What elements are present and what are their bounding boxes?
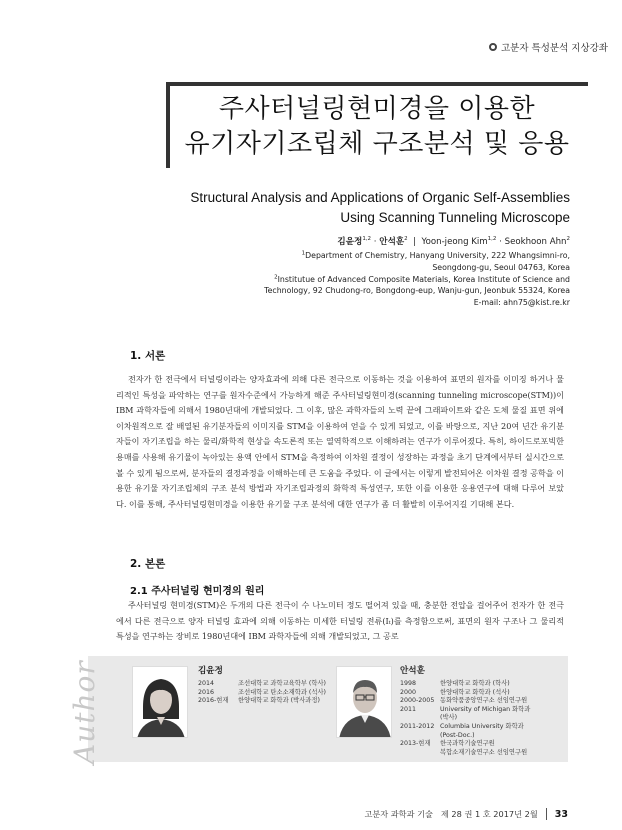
intro-heading: 1. 서론 <box>130 350 166 362</box>
affiliation-2-line-1: $^2$Institutue of Advanced Composite Materials, Korea Institute of Science and <box>274 274 570 284</box>
author-2-sup: 2 <box>404 236 408 243</box>
affiliation-1-line-2: Seongdong-gu, Seoul 04763, Korea <box>432 262 570 272</box>
author-1-cv <box>198 680 336 706</box>
affiliation-1-line-1: $^1$Department of Chemistry, Hanyang University, 222 Whangsimni-ro, <box>301 250 570 260</box>
series-header <box>489 40 608 54</box>
footer-divider <box>546 808 547 820</box>
cv-row: 복합소재기술연구소 선임연구원 <box>440 748 528 756</box>
author-2-korean: 안석훈 <box>379 237 405 247</box>
author-2-photo <box>336 666 392 738</box>
author-line <box>150 236 570 249</box>
author-separator: · <box>371 237 380 247</box>
circle-bullet-icon <box>489 43 497 51</box>
author-1-en-sup: 1,2 <box>487 236 497 243</box>
cv-row: 2014 조선대학교 과학교육학부 (학사) <box>198 680 326 687</box>
author-2-en-sup: 2 <box>566 236 570 243</box>
korean-title <box>170 92 584 162</box>
author-2-name: 안석훈 <box>400 666 425 676</box>
cv-row: 2016-현재 한양대학교 화학과 (박사과정) <box>198 697 320 705</box>
cv-row: (박사) <box>440 714 458 722</box>
page-number: 33 <box>554 808 568 820</box>
english-title-line-2: Using Scanning Tunneling Microscope <box>340 210 570 225</box>
cv-row: (Post-Doc.) <box>440 731 475 739</box>
cv-row: 1998 한양대학교 화학과 (학사) <box>400 680 510 687</box>
issue-info: 제 28 권 1 호 2017년 2월 <box>440 808 538 819</box>
body-heading: 2. 본론 <box>130 558 166 570</box>
affiliation-2-line-2: Technology, 92 Chudong-ro, Bongdong-eup, Wanju-gun, Jeonbuk 55324, Korea <box>264 286 570 296</box>
author-1-name: 김윤정 <box>198 666 223 676</box>
korean-title-line-1: 주사터널링현미경을 이용한 <box>218 94 536 124</box>
english-title-line-1: Structural Analysis and Applications of Organic Self-Assemblies <box>190 190 570 205</box>
author-2-cv <box>400 680 560 757</box>
cv-row: 2013-현재 한국과학기술연구원 <box>400 740 495 748</box>
subsection-heading: 2.1 주사터널링 현미경의 원리 <box>130 586 265 597</box>
series-label: 고분자 특성분석 지상강좌 <box>501 43 608 54</box>
journal-name: 고분자 과학과 기술 <box>364 808 433 819</box>
intro-paragraph: 전자가 한 전극에서 터널링이라는 양자효과에 의해 다른 전극으로 이동하는 것을 이용하여 표면의 원자를 이미징 하거나 물리적인 특성을 파악하는 연구를 원자수준에서 가능하게 해준 주사터널링현미경(scanning tunneling microscope(STM))이 IBM 과학자들에 의해서 1980년대에 개발되었다. 그 이후, 많은 과학자들의 노력 끝에 그래파이트와 같은 도체 물질 표면 위에 이차원적으로 잘 배열된 유기분자들의 이미지를 STM을 이용하여 얻을 수 있게 되었고, 이를 바탕으로, 지난 20여 년간 유기분자들이 자기조립을 하는 물리/화학적 현상을 속도론적 또는 열역학적으로 이해하려는 연구가 이루어졌다. 특히, 하이드로포빅한 용매를 사용해 유기물이 녹아있는 용액 안에서 STM을 측정하여 이차원 결정이 성장하는 과정을 초기 단계에서부터 실시간으로 볼 수 있게 됨으로써, 분자들의 결정과정을 이해하는데 큰 도움을 주었다. 이 글에서는 이렇게 발전되어온 이차원 결정 공학을 이용한 유기물 자기조립체의 구조 분석 방법과 자기조립과정의 화학적 특성연구, 또한 이를 이용한 응용연구에 대해 다루어 보았다. 이를 통해, 주사터널링현미경을 이용한 유기물 구조 분석에 대한 연구가 좀 더 활발히 이루어지길 기대해 본다. <box>116 374 564 509</box>
author-en-separator: · <box>496 237 505 247</box>
author-1-english: Yoon-jeong Kim <box>421 237 488 247</box>
page-footer <box>364 808 568 820</box>
author-1-sup: 1,2 <box>362 236 372 243</box>
author-1-photo <box>132 666 188 738</box>
subsection-paragraph: 주사터널링 현미경(STM)은 두개의 다른 전극이 수 나노미터 정도 떨어져 있을 때, 충분한 전압을 걸어주어 전자가 한 전극에서 다른 전극으로 양자 터널링 효과에 의해 이동하는 미세한 터널링 전류(Iₜ)를 측정함으로써, 표면의 원자 구조나 그 물리적 특성을 연구하는 장비로 1980년대에 IBM 과학자들에 의해 개발되었고, 그 공로 <box>116 600 564 642</box>
cv-row: 2011-2012 Columbia University 화학과 <box>400 722 524 730</box>
affiliations <box>140 250 570 309</box>
page-top-strip <box>0 0 622 22</box>
cv-row: 2011 University of Michigan 화학과 <box>400 705 531 713</box>
author-2-english: Seokhoon Ahn <box>504 237 567 247</box>
cv-row: 2016 조선대학교 탄소소재학과 (석사) <box>198 688 326 696</box>
korean-title-line-2: 유기자기조립체 구조분석 및 응용 <box>184 129 570 159</box>
author-section-label: Author <box>68 660 101 764</box>
author-divider: | <box>413 237 417 247</box>
man-portrait-icon <box>337 667 392 738</box>
woman-portrait-icon <box>133 667 188 738</box>
cv-row: 2000 한양대학교 화학과 (석사) <box>400 688 510 696</box>
cv-row: 2000-2005 동화약품중앙연구소 선임연구원 <box>400 697 528 705</box>
author-1-korean: 김윤정 <box>337 237 363 247</box>
english-title <box>110 188 570 228</box>
corresponding-email: E-mail: ahn75@kist.re.kr <box>473 298 570 308</box>
